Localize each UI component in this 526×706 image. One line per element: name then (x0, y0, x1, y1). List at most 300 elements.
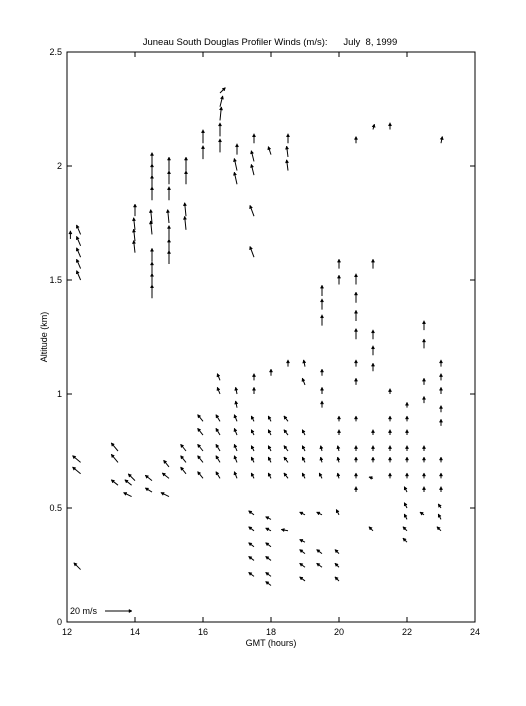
wind-vector (220, 88, 225, 93)
wind-vector-head (234, 456, 237, 459)
wind-vector (372, 124, 375, 129)
wind-vector (337, 473, 340, 478)
wind-vector (439, 419, 442, 426)
wind-vector-head (405, 457, 408, 460)
wind-vector (234, 415, 237, 422)
wind-vector (233, 158, 237, 170)
wind-vector-head (337, 430, 340, 433)
wind-vector-head (167, 157, 170, 160)
wind-vector-head (317, 512, 320, 515)
wind-vector (320, 401, 323, 408)
wind-vector (388, 446, 391, 451)
wind-vector (251, 457, 254, 462)
wind-vector-head (233, 158, 236, 161)
wind-vector (369, 476, 373, 479)
wind-vector (184, 171, 187, 185)
y-tick-label: 1 (56, 389, 62, 399)
wind-vector (371, 430, 374, 435)
wind-vector (284, 416, 288, 421)
wind-vector-head (422, 446, 425, 449)
wind-vector (354, 473, 357, 478)
wind-vector (286, 134, 289, 143)
wind-vector (216, 415, 220, 422)
wind-vector-head (438, 514, 441, 517)
wind-vector-head (219, 107, 222, 110)
wind-vector-head (286, 134, 289, 137)
wind-vector-head (354, 360, 357, 363)
wind-vector (302, 378, 305, 385)
wind-vector-head (250, 151, 253, 154)
wind-vector-head (235, 144, 238, 147)
wind-vector (371, 330, 374, 339)
wind-vector (249, 543, 254, 547)
wind-vector (233, 172, 237, 184)
wind-vector-head (76, 271, 79, 274)
wind-vector (439, 360, 442, 367)
wind-vector (388, 123, 391, 130)
wind-vector-head (150, 285, 153, 288)
wind-vector-head (183, 216, 186, 219)
wind-vector (422, 339, 425, 348)
wind-vector-head (388, 123, 391, 126)
wind-vector-head (250, 246, 253, 249)
wind-vector (167, 187, 170, 201)
x-axis (62, 52, 480, 637)
wind-vector (250, 205, 254, 216)
wind-vector-head (337, 446, 340, 449)
wind-vector (217, 374, 220, 381)
wind-vector (335, 550, 339, 554)
wind-vector (388, 389, 391, 394)
wind-vector-head (201, 130, 204, 133)
wind-vector (320, 285, 323, 296)
plot-area-frame (67, 52, 475, 622)
wind-vector-head (371, 430, 374, 433)
wind-vector-head (161, 492, 164, 495)
wind-vector (111, 480, 118, 485)
wind-vector (317, 512, 322, 515)
wind-vector (167, 171, 170, 185)
wind-vector (404, 503, 407, 508)
wind-vector (354, 136, 357, 143)
wind-vector (404, 514, 407, 519)
wind-vector (388, 430, 391, 435)
wind-vector (73, 456, 81, 463)
wind-vector-head (132, 218, 135, 221)
wind-vector (405, 402, 408, 407)
wind-vector (437, 527, 441, 531)
wind-vector-head (150, 175, 153, 178)
wind-vector-head (302, 430, 305, 433)
wind-vector-head (250, 164, 253, 167)
wind-vector (439, 457, 442, 462)
wind-vector-head (302, 378, 305, 381)
wind-vector (420, 512, 424, 515)
wind-vector (405, 473, 408, 478)
wind-vector (300, 550, 305, 554)
wind-vector-head (252, 374, 255, 377)
wind-vector-head (167, 225, 170, 228)
wind-vector (251, 473, 254, 478)
wind-vector-head (167, 239, 170, 242)
wind-vector-head (438, 504, 441, 507)
wind-vector-head (354, 487, 357, 490)
wind-vector (220, 96, 224, 107)
wind-vector (281, 528, 288, 531)
wind-vector-head (371, 346, 374, 349)
wind-vector (73, 467, 81, 474)
wind-vector (218, 123, 221, 137)
wind-vector (235, 144, 238, 155)
wind-vector-head (286, 360, 289, 363)
x-tick-label: 22 (401, 627, 413, 637)
wind-vector-head (167, 251, 170, 254)
wind-vector-head (354, 416, 357, 419)
wind-vector-head (320, 401, 323, 404)
wind-vector-head (234, 415, 237, 418)
wind-vector-head (124, 492, 127, 495)
wind-vector (198, 472, 203, 479)
wind-vector-head (76, 259, 79, 262)
wind-vector-head (235, 401, 238, 404)
x-tick-label: 20 (333, 627, 345, 637)
wind-vector-head (320, 285, 323, 288)
wind-vector-head (422, 321, 425, 324)
wind-vector (201, 146, 204, 160)
wind-vector-head (422, 473, 425, 476)
wind-vector (422, 321, 425, 330)
wind-vector-head (388, 416, 391, 419)
wind-vector-head (252, 134, 255, 137)
wind-vector (251, 416, 254, 421)
wind-vector (335, 563, 339, 567)
wind-vector-head (133, 204, 136, 207)
wind-vector (440, 136, 443, 143)
wind-vector (266, 556, 271, 560)
wind-vector-head (336, 509, 339, 512)
wind-vector (371, 259, 374, 268)
wind-vector-head (388, 473, 391, 476)
wind-vector-head (354, 292, 357, 295)
wind-vector (216, 444, 220, 451)
reference-vector-group (70, 606, 132, 616)
wind-vector (320, 299, 323, 310)
wind-vector (216, 472, 220, 479)
wind-vector (216, 428, 220, 435)
wind-vector-head (320, 315, 323, 318)
wind-vector (422, 487, 425, 492)
wind-vector (439, 487, 442, 492)
wind-vector (302, 446, 305, 451)
wind-vector (320, 387, 323, 394)
wind-vector-head (388, 430, 391, 433)
wind-vector (284, 430, 288, 435)
wind-vector (403, 527, 407, 531)
wind-vector (181, 456, 186, 463)
x-tick-label: 14 (129, 627, 141, 637)
wind-vector-head (404, 514, 407, 517)
wind-vector-head (354, 136, 357, 139)
wind-vector (181, 467, 186, 474)
wind-vector-head (320, 387, 323, 390)
wind-vector (198, 415, 203, 422)
wind-vector (162, 473, 169, 478)
wind-vector (439, 473, 442, 478)
wind-vector (269, 369, 272, 376)
wind-vector (217, 387, 220, 394)
wind-vector-head (303, 360, 306, 363)
wind-vector-head (216, 444, 219, 447)
wind-vector (320, 457, 323, 462)
wind-vector-head (371, 259, 374, 262)
wind-vector (249, 527, 254, 531)
wind-vector (250, 164, 254, 175)
wind-vector-head (76, 248, 79, 251)
wind-vector (405, 416, 408, 421)
wind-vector (268, 416, 271, 421)
wind-vector-head (145, 488, 148, 491)
wind-vector-head (218, 139, 221, 142)
wind-vector-head (320, 369, 323, 372)
wind-vector (422, 378, 425, 385)
wind-vector (422, 446, 425, 451)
wind-vectors-layer (69, 88, 444, 586)
wind-vector (234, 472, 237, 479)
wind-vector-head (439, 473, 442, 476)
wind-vector (181, 444, 186, 451)
wind-vector (252, 374, 255, 381)
wind-vector-head (420, 512, 423, 515)
wind-vector (354, 457, 357, 462)
wind-vector-head (150, 164, 153, 167)
wind-vector-head (251, 446, 254, 449)
wind-vector-head (266, 517, 269, 520)
wind-vector (300, 539, 305, 542)
wind-vector-head (184, 171, 187, 174)
wind-vector-head (235, 387, 238, 390)
wind-vector-head (250, 205, 253, 208)
wind-vector-head (388, 389, 391, 392)
wind-vector-head (216, 415, 219, 418)
y-axis-label: Altitude (km) (39, 311, 49, 363)
wind-vector (286, 360, 289, 367)
wind-vector (150, 187, 153, 201)
wind-vector (249, 556, 254, 560)
wind-vector (439, 374, 442, 381)
wind-vector (69, 231, 72, 239)
wind-vector-head (422, 457, 425, 460)
wind-vector (285, 160, 288, 171)
wind-vector (183, 203, 186, 217)
wind-vector (439, 405, 442, 412)
wind-vector-head (337, 275, 340, 278)
wind-vector-head (337, 457, 340, 460)
wind-vector (268, 446, 271, 451)
wind-vector-head (405, 430, 408, 433)
wind-vector (266, 528, 271, 531)
wind-vector (317, 563, 322, 567)
wind-vector (403, 538, 407, 542)
wind-vector-head (285, 160, 288, 163)
wind-vector (284, 473, 288, 478)
wind-vector (320, 315, 323, 326)
wind-vector (439, 387, 442, 394)
wind-vector-head (69, 231, 72, 234)
wind-vector (234, 444, 237, 451)
wind-vector-head (388, 457, 391, 460)
wind-vector (219, 107, 222, 121)
wind-vector (371, 457, 374, 462)
wind-vector-head (281, 528, 284, 531)
wind-vector (150, 285, 153, 299)
wind-vector (371, 346, 374, 355)
wind-vector (404, 487, 407, 492)
wind-vector (337, 457, 340, 462)
wind-vector (302, 430, 305, 435)
wind-vector-head (217, 374, 220, 377)
wind-vector (354, 487, 357, 492)
wind-vector (198, 428, 203, 435)
wind-vector (74, 563, 81, 570)
wind-vector (388, 457, 391, 462)
y-axis (49, 47, 475, 627)
wind-vector-head (184, 157, 187, 160)
wind-vector-head (220, 96, 223, 99)
wind-vector (337, 259, 340, 268)
x-axis-label: GMT (hours) (245, 638, 297, 648)
wind-vector-head (150, 153, 153, 156)
wind-vector (164, 460, 169, 467)
wind-vector-head (354, 378, 357, 381)
wind-vector-head (266, 528, 269, 531)
wind-vector (285, 146, 288, 157)
wind-vector-head (440, 136, 443, 139)
wind-vector (336, 509, 339, 514)
x-tick-label: 18 (265, 627, 277, 637)
wind-vector-head (268, 473, 271, 476)
wind-vector-head (439, 419, 442, 422)
wind-vector (354, 310, 357, 321)
wind-vector (216, 456, 220, 463)
wind-vector (354, 378, 357, 385)
wind-vector (149, 221, 152, 235)
wind-vector (161, 492, 169, 496)
wind-vector-head (285, 146, 288, 149)
wind-vector (422, 457, 425, 462)
wind-vector (320, 446, 323, 451)
wind-vector (268, 147, 271, 155)
wind-vector (354, 360, 357, 367)
x-tick-label: 12 (61, 627, 73, 637)
wind-vector (405, 457, 408, 462)
wind-vector (167, 251, 170, 265)
wind-vector-head (300, 512, 303, 515)
wind-vector-head (439, 457, 442, 460)
wind-vector-head (405, 416, 408, 419)
wind-vector (198, 444, 203, 451)
wind-vector-head (354, 446, 357, 449)
wind-vector (422, 473, 425, 478)
wind-vector (302, 473, 305, 478)
wind-vector (124, 492, 132, 496)
wind-vector (354, 446, 357, 451)
wind-vector (198, 456, 203, 463)
wind-vector-head (405, 473, 408, 476)
wind-vector-head (337, 416, 340, 419)
wind-vector-head (320, 446, 323, 449)
reference-vector-arrow-head (129, 609, 132, 612)
wind-vector (371, 363, 374, 371)
wind-vector (234, 428, 237, 435)
wind-vector (167, 157, 170, 171)
wind-vector (218, 139, 221, 153)
wind-vector (371, 446, 374, 451)
wind-vector (320, 369, 323, 376)
wind-vector (266, 572, 271, 576)
wind-vector-head (302, 457, 305, 460)
wind-vector-head (422, 396, 425, 399)
wind-vector (337, 446, 340, 451)
wind-vector (235, 387, 238, 394)
wind-vector-head (337, 259, 340, 262)
chart-title: Juneau South Douglas Profiler Winds (m/s): July 8, 1999 (142, 37, 398, 48)
wind-vector-head (354, 274, 357, 277)
wind-vector (388, 416, 391, 421)
wind-vector-head (388, 446, 391, 449)
wind-vector-head (439, 374, 442, 377)
wind-vector (201, 130, 204, 144)
wind-vector-head (268, 430, 271, 433)
wind-vector (132, 229, 135, 241)
y-tick-label: 2 (56, 161, 62, 171)
wind-vector-head (233, 172, 236, 175)
wind-vector-head (404, 487, 407, 490)
wind-vector (438, 514, 441, 519)
wind-vector (302, 457, 305, 462)
wind-vector-head (251, 430, 254, 433)
wind-vector-head (354, 457, 357, 460)
reference-vector-arrow (105, 609, 132, 612)
wind-vector-head (268, 446, 271, 449)
wind-vector (250, 246, 254, 257)
wind-vector-head (251, 473, 254, 476)
wind-vector-head (251, 416, 254, 419)
wind-vector-head (405, 446, 408, 449)
wind-vector-head (371, 330, 374, 333)
wind-vector (133, 204, 136, 216)
wind-vector-head (183, 203, 186, 206)
wind-vector-head (201, 146, 204, 149)
wind-vector-head (300, 539, 303, 542)
wind-vector (284, 446, 288, 451)
wind-vector-head (354, 328, 357, 331)
wind-vector-head (268, 416, 271, 419)
wind-vector-head (302, 473, 305, 476)
wind-vector (388, 473, 391, 478)
wind-vector-head (439, 360, 442, 363)
wind-vector (76, 248, 80, 257)
wind-vector (166, 210, 169, 224)
wind-vector (150, 248, 153, 262)
wind-vector (125, 480, 132, 485)
wind-vector (235, 401, 238, 408)
wind-vector (319, 473, 322, 478)
wind-vector (303, 360, 306, 367)
wind-vector-head (372, 124, 375, 127)
wind-vector-head (166, 210, 169, 213)
wind-vector (405, 430, 408, 435)
wind-vector (251, 430, 254, 435)
